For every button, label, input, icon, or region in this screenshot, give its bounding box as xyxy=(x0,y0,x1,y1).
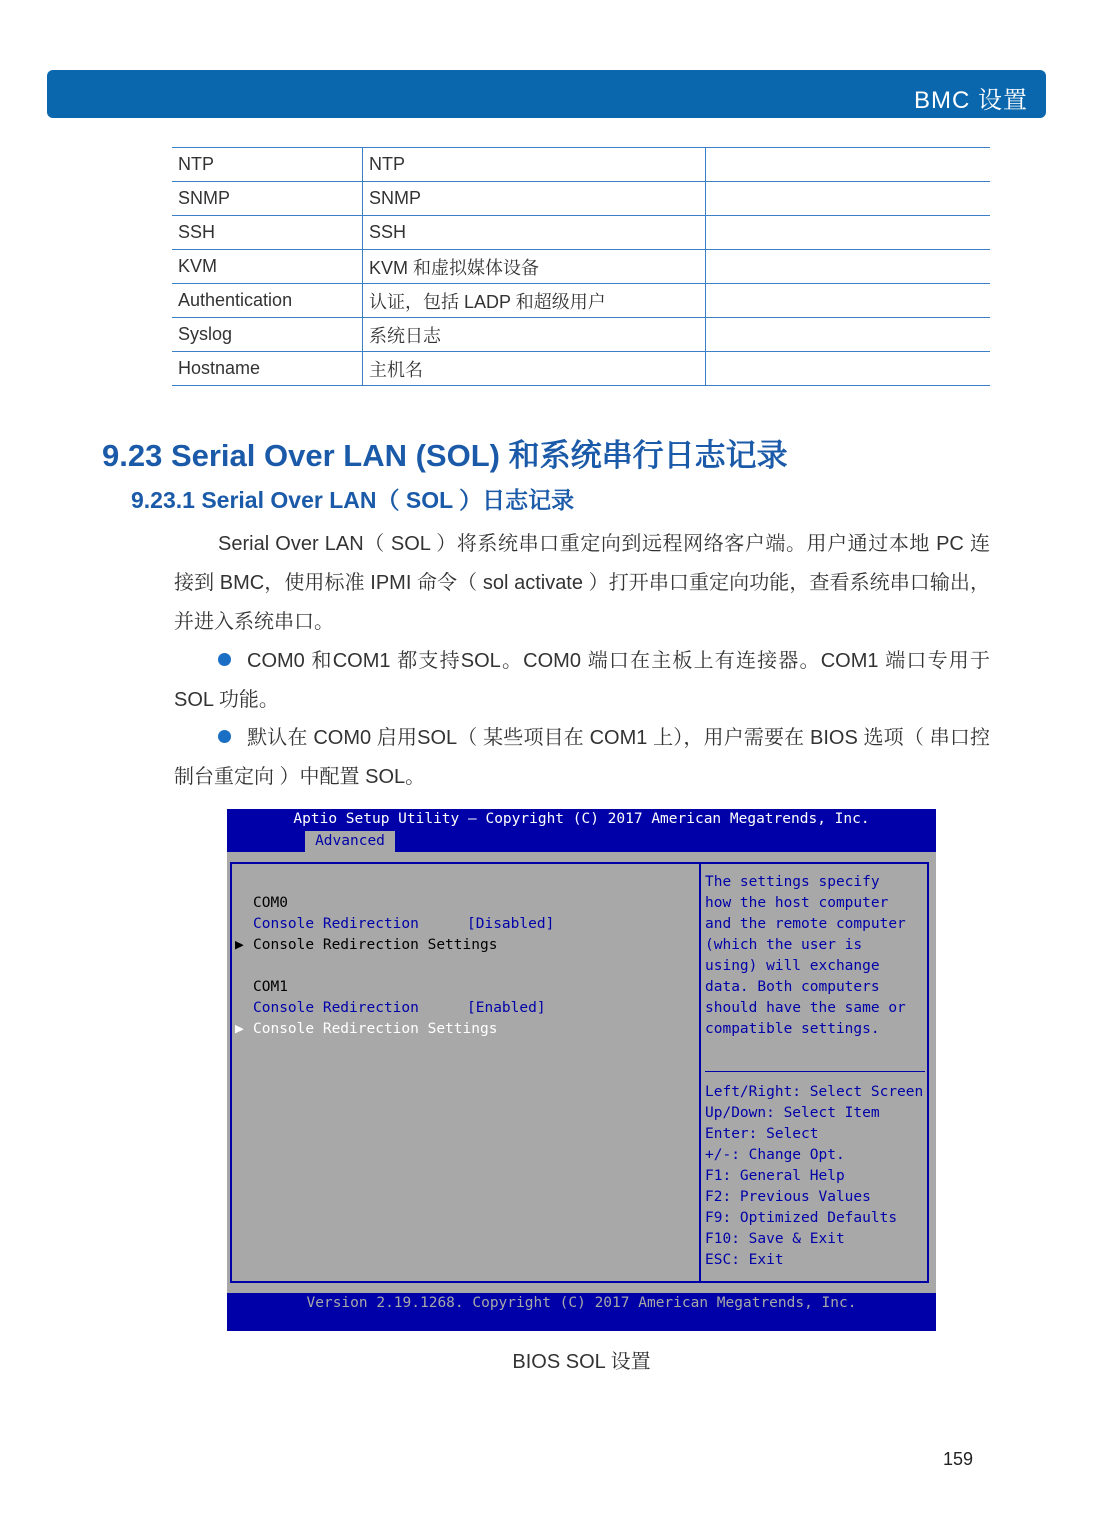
bios-footer: Version 2.19.1268. Copyright (C) 2017 American Megatrends, Inc. xyxy=(306,1295,857,1311)
figure-caption: BIOS SOL 设置 xyxy=(512,1351,651,1373)
table-cell: 认证，包括 LADP 和超级用户 xyxy=(363,284,706,318)
subsection-heading: 9.23.1 Serial Over LAN（ SOL ）日志记录 xyxy=(131,487,575,513)
table-cell xyxy=(706,182,991,216)
key-legend-line: Left/Right: Select Screen xyxy=(705,1084,924,1100)
key-legend-line: F1: General Help xyxy=(705,1168,845,1184)
bios-tab-advanced[interactable]: Advanced xyxy=(305,831,395,852)
com0-settings-arrow-icon: ▶ xyxy=(235,937,244,953)
table-cell: NTP xyxy=(363,148,706,182)
section-heading: 9.23 Serial Over LAN (SOL) 和系统串行日志记录 xyxy=(102,438,788,473)
table-row xyxy=(172,284,990,318)
table-cell: SNMP xyxy=(172,182,363,216)
header-bar xyxy=(47,70,1046,118)
table-cell xyxy=(706,318,991,352)
com0-redirection-label[interactable]: Console Redirection xyxy=(253,916,419,932)
table-cell: SSH xyxy=(172,216,363,250)
key-legend-line: +/-: Change Opt. xyxy=(705,1147,845,1163)
table-cell: Syslog xyxy=(172,318,363,352)
bios-screenshot xyxy=(227,809,936,1331)
header-title: BMC 设置 xyxy=(914,87,1028,114)
com0-redirection-value[interactable]: [Disabled] xyxy=(467,916,555,932)
help-line: using) will exchange xyxy=(705,958,880,974)
page-number: 159 xyxy=(942,1449,973,1469)
table-cell xyxy=(706,148,991,182)
key-legend-line: Up/Down: Select Item xyxy=(705,1105,880,1121)
com1-settings-arrow-icon: ▶ xyxy=(235,1021,244,1037)
bullet-default xyxy=(174,719,990,797)
table-cell: Hostname xyxy=(172,352,363,386)
bullet-com-support xyxy=(174,642,990,720)
key-legend-line: F9: Optimized Defaults xyxy=(705,1210,898,1226)
table-row xyxy=(172,318,990,352)
key-legend-line: ESC: Exit xyxy=(705,1252,784,1268)
table-row xyxy=(172,148,990,182)
com0-label: COM0 xyxy=(253,895,288,911)
paragraph-intro-text: Serial Over LAN（ SOL ）将系统串口重定向到远程网络客户端。用户通过本地 PC 连接到 BMC，使用标准 IPMI 命令（ sol activate ）打开串口重定向功能，查看系统串口输出，并进入系统串口。 xyxy=(174,533,990,633)
com1-label: COM1 xyxy=(253,979,288,995)
table-cell xyxy=(706,352,991,386)
service-table xyxy=(172,147,990,386)
table-row xyxy=(172,216,990,250)
table-cell xyxy=(706,216,991,250)
help-line: should have the same or xyxy=(705,1000,906,1016)
help-line: (which the user is xyxy=(705,937,863,953)
com1-settings-item[interactable]: Console Redirection Settings xyxy=(253,1021,498,1037)
key-legend-line: Enter: Select xyxy=(705,1126,819,1142)
table-row xyxy=(172,352,990,386)
bullet-icon xyxy=(218,653,231,666)
bios-help-separator xyxy=(705,1071,925,1072)
table-cell xyxy=(706,284,991,318)
table-cell: KVM 和虚拟媒体设备 xyxy=(363,250,706,284)
help-line: how the host computer xyxy=(705,895,889,911)
table-row xyxy=(172,182,990,216)
table-row xyxy=(172,250,990,284)
bullet-default-text: 默认在 COM0 启用SOL（ 某些项目在 COM1 上），用户需要在 BIOS 选项（ 串口控制台重定向 ）中配置 SOL。 xyxy=(174,727,990,788)
table-cell: SNMP xyxy=(363,182,706,216)
help-line: The settings specify xyxy=(705,874,880,890)
com1-redirection-label[interactable]: Console Redirection xyxy=(253,1000,419,1016)
bullet-com-support-text: COM0 和COM1 都支持SOL。COM0 端口在主板上有连接器。COM1 端口专用于SOL 功能。 xyxy=(174,650,990,711)
table-cell: SSH xyxy=(363,216,706,250)
bios-panel xyxy=(227,852,936,1293)
com0-settings-item[interactable]: Console Redirection Settings xyxy=(253,937,498,953)
bios-divider xyxy=(699,862,701,1283)
table-cell: Authentication xyxy=(172,284,363,318)
bullet-icon xyxy=(218,730,231,743)
table-cell: 系统日志 xyxy=(363,318,706,352)
paragraph-intro xyxy=(174,525,990,642)
help-line: compatible settings. xyxy=(705,1021,880,1037)
help-line: data. Both computers xyxy=(705,979,880,995)
table-cell: KVM xyxy=(172,250,363,284)
table-cell xyxy=(706,250,991,284)
table-cell: NTP xyxy=(172,148,363,182)
help-line: and the remote computer xyxy=(705,916,906,932)
bios-title: Aptio Setup Utility – Copyright (C) 2017 American Megatrends, Inc. xyxy=(293,811,870,827)
key-legend-line: F2: Previous Values xyxy=(705,1189,871,1205)
key-legend-line: F10: Save & Exit xyxy=(705,1231,845,1247)
table-cell: 主机名 xyxy=(363,352,706,386)
com1-redirection-value[interactable]: [Enabled] xyxy=(467,1000,546,1016)
